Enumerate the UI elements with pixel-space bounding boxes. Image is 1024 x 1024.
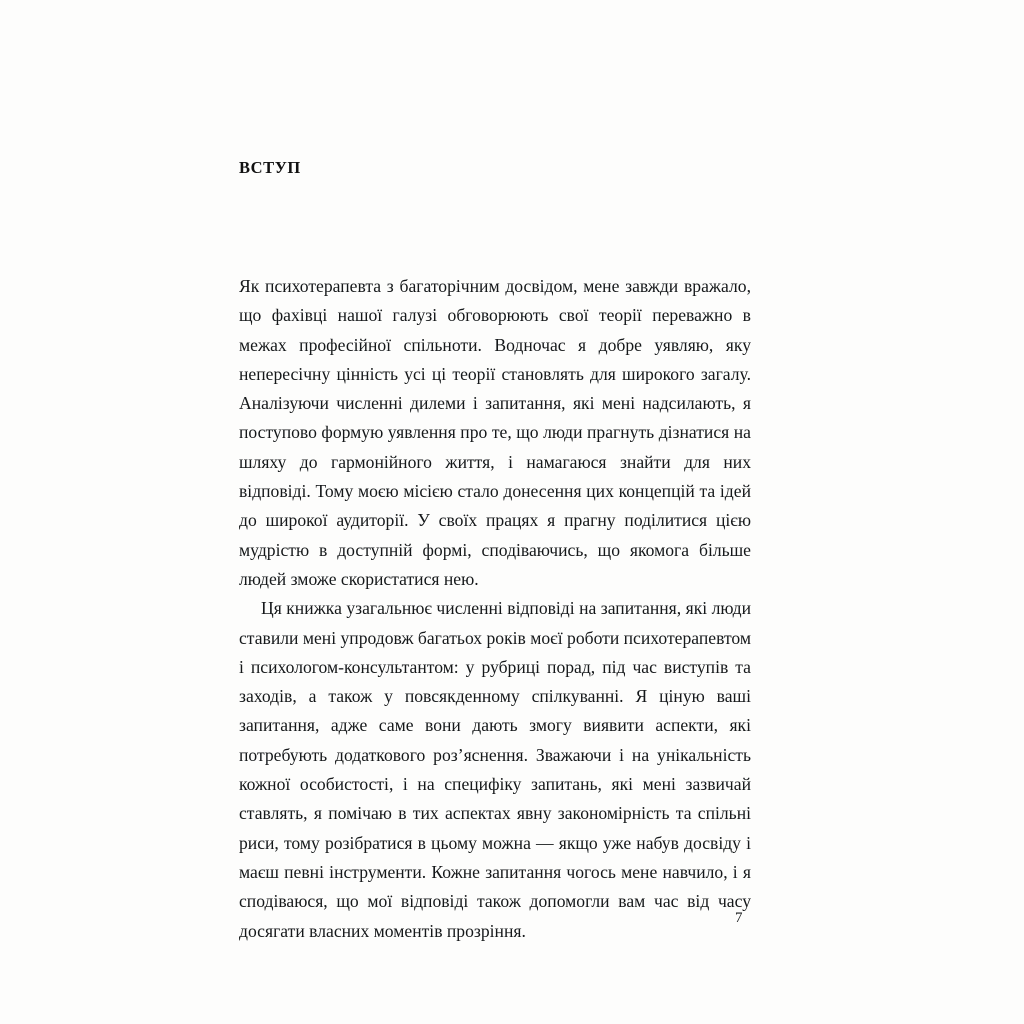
page-number: 7 (735, 910, 743, 926)
paragraph-1: Як психотерапевта з багаторічним досвідом, мене завжди вражало, що фахівці нашої галузі обговорюють свої теорії переважно в межах професійної спільноти. Водночас я добре уявляю, яку непересічну цінність усі ці теорії становлять для широкого загалу. Аналізуючи численні дилеми і запитання, які мені надсилають, я поступово формую уявлення про те, що люди прагнуть дізнатися на шляху до гармонійного життя, і намагаюся знайти для них відповіді. Тому моєю місією стало донесення цих концепцій та ідей до широкої аудиторії. У своїх працях я прагну поділитися цією мудрістю в доступній формі, сподіваючись, що якомога більше людей зможе скористатися нею. (239, 276, 751, 589)
paragraph-2: Ця книжка узагальнює численні відповіді на запитання, які люди ставили мені упродовж багатьох років моєї роботи психотерапевтом і психологом-консультантом: у рубриці порад, під час виступів та заходів, а також у повсякденному спілкуванні. Я ціную ваші запитання, адже саме вони дають змогу виявити аспекти, які потребують додаткового роз’яснення. Зважаючи і на унікальність кожної особистості, і на специфіку запитань, які мені зазвичай ставлять, я помічаю в тих аспектах явну закономірність та спільні риси, тому розібратися в цьому можна — якщо уже набув досвіду і маєш певні інструменти. Кожне запитання чогось мене навчило, і я сподіваюся, що мої відповіді також допомогли вам час від часу досягати власних моментів прозріння. (239, 598, 751, 941)
page-title: ВСТУП (239, 158, 301, 177)
text-column (239, 158, 751, 946)
body-text (239, 272, 751, 946)
